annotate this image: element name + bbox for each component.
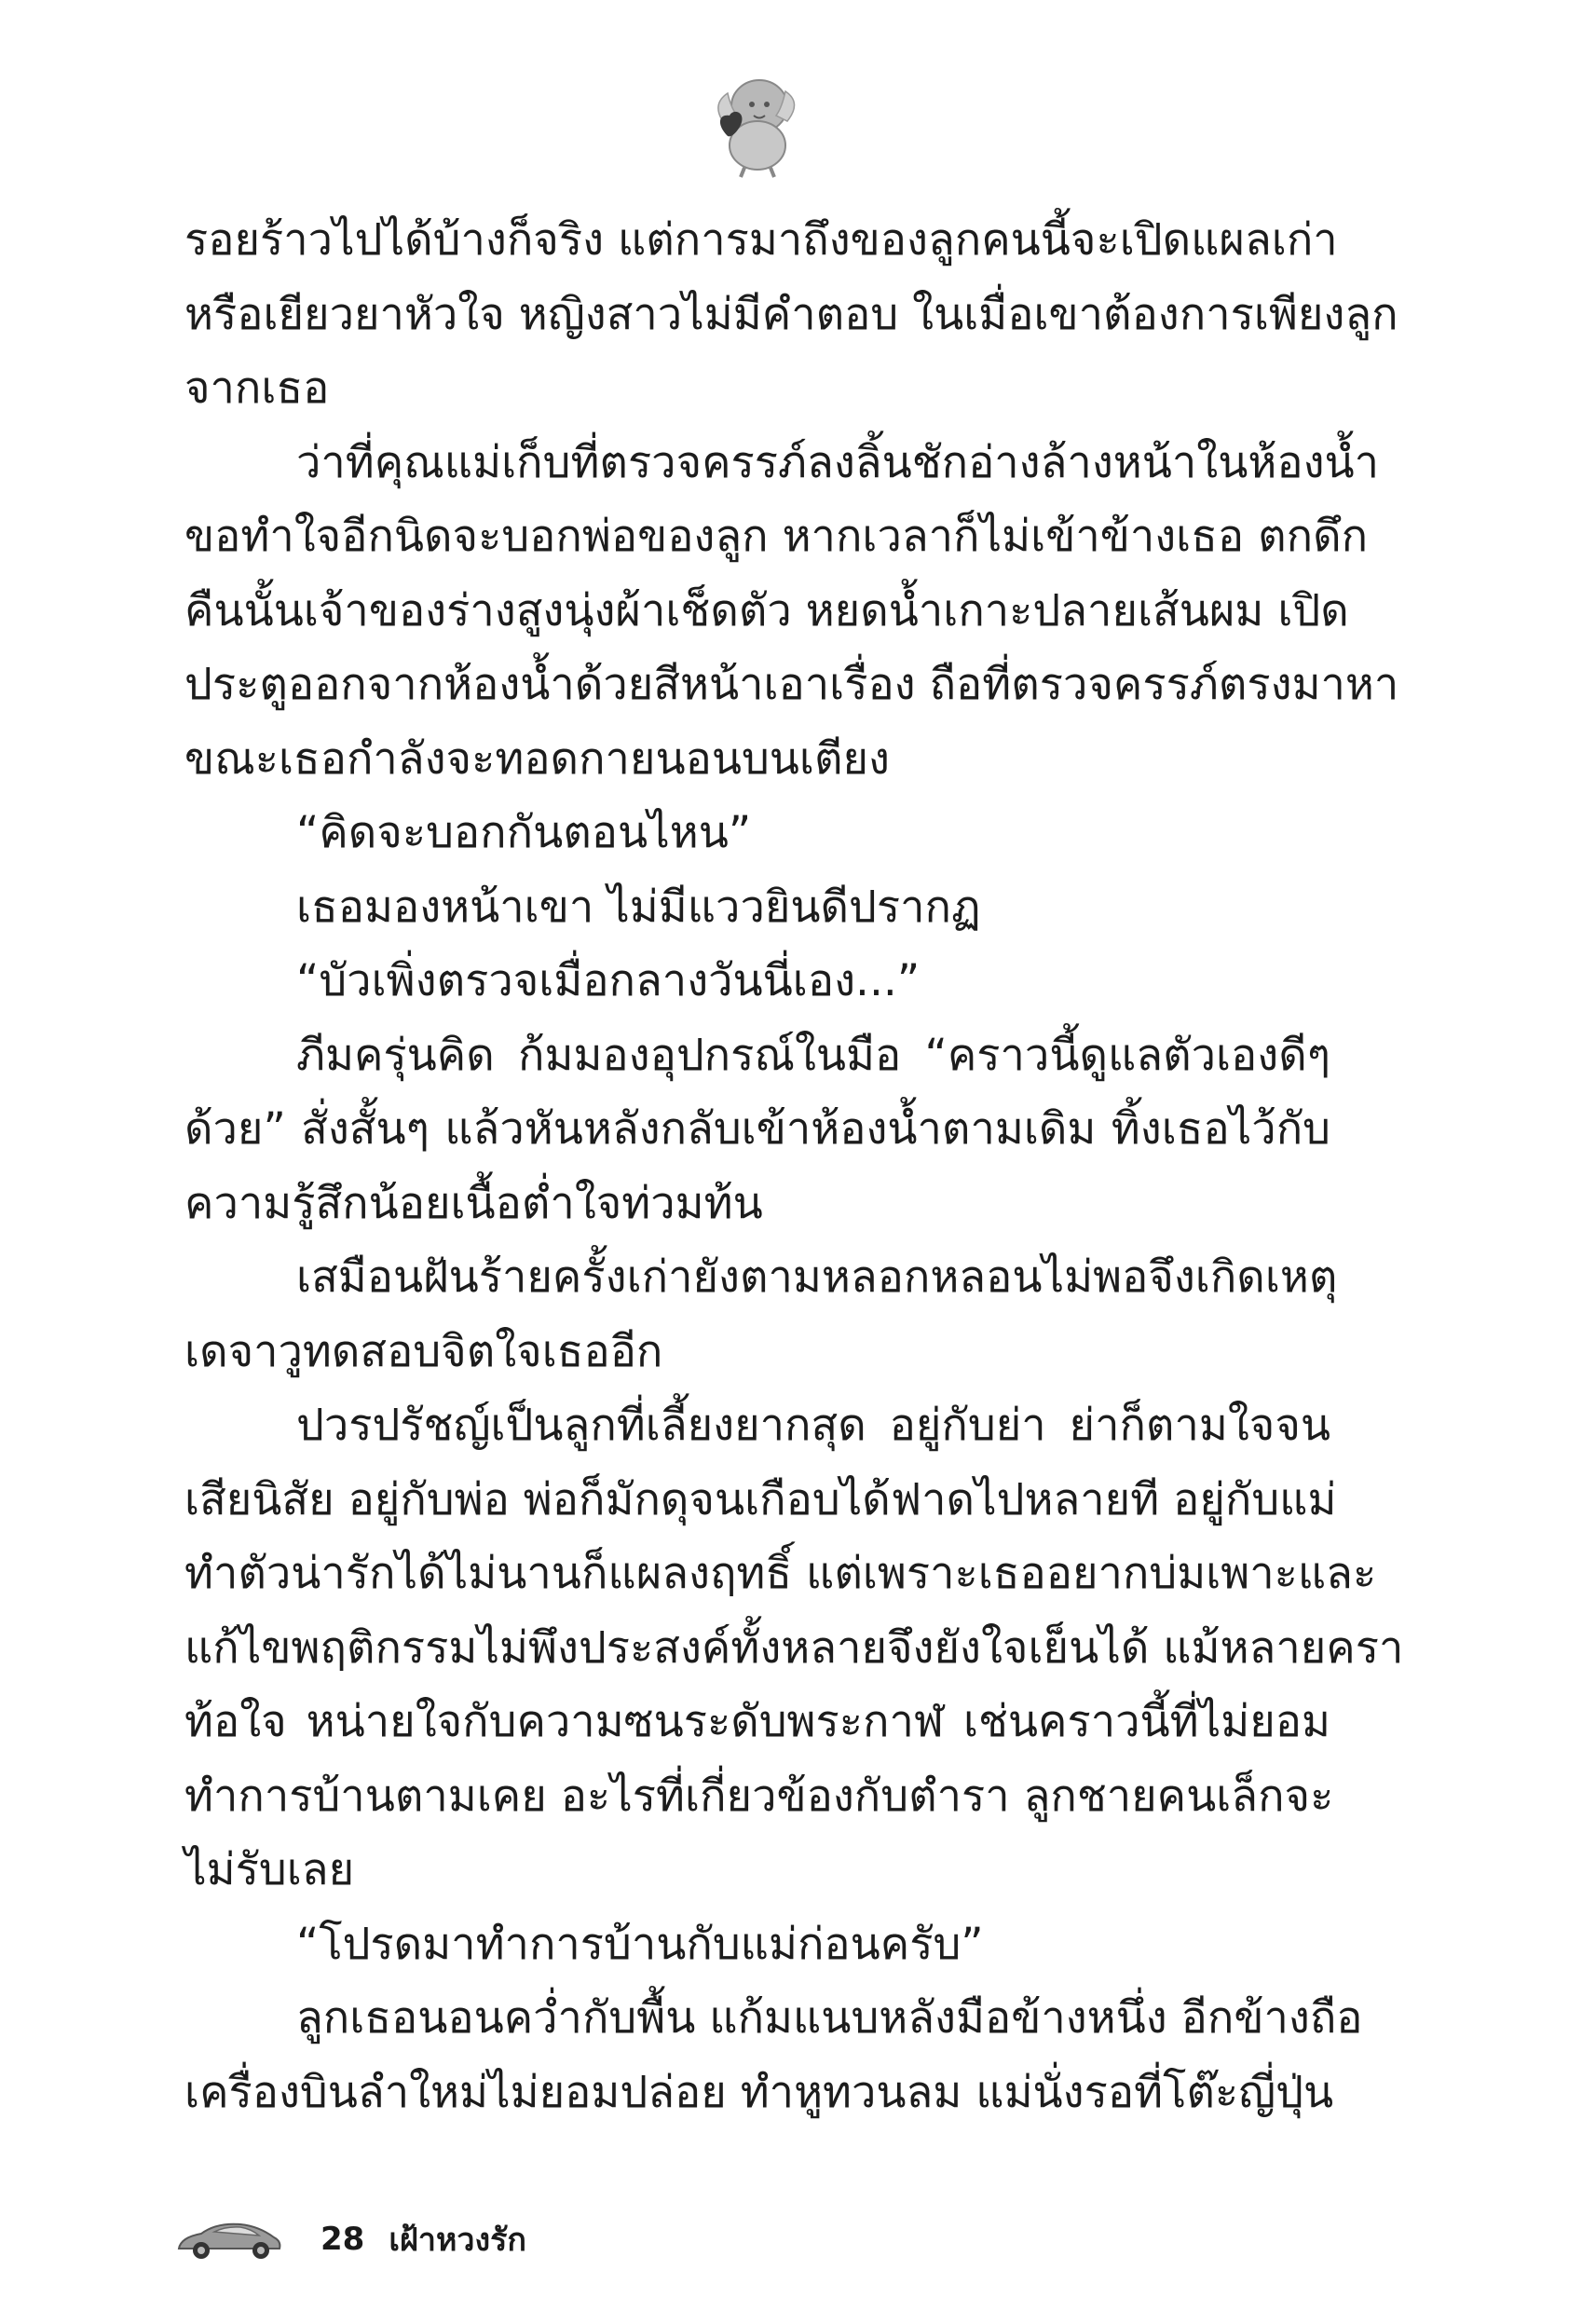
- text-line: ประตูออกจากห้องน้ำด้วยสีหน้าเอาเรื่อง ถือที่ตรวจครรภ์ตรงมาหา: [184, 659, 1399, 710]
- text-line: เสมือนฝันร้ายครั้งเก่ายังตามหลอกหลอนไม่พอจึงเกิดเหตุ: [296, 1251, 1338, 1303]
- text-line: ว่าที่คุณแม่เก็บที่ตรวจครรภ์ลงลิ้นชักอ่างล้างหน้าในห้องน้ำ: [296, 436, 1380, 488]
- book-title: เฝ้าหวงรัก: [389, 2222, 526, 2259]
- sports-car-icon: [173, 2215, 285, 2263]
- text-line: แก้ไขพฤติกรรมไม่พึงประสงค์ทั้งหลายจึงยังใจเย็นได้ แม้หลายครา: [184, 1621, 1404, 1674]
- text-line: เธอมองหน้าเขา ไม่มีแววยินดีปรากฏ: [296, 881, 981, 933]
- text-line: “โปรดมาทำการบ้านกับแม่ก่อนครับ”: [296, 1918, 984, 1970]
- text-line: ลูกเธอนอนคว่ำกับพื้น แก้มแนบหลังมือข้างหนึ่ง อีกข้างถือ: [296, 1992, 1363, 2044]
- text-line: หรือเยียวยาหัวใจ หญิงสาวไม่มีคำตอบ ในเมื่อเขาต้องการเพียงลูก: [184, 288, 1398, 340]
- text-line: ภีมครุ่นคิด ก้มมองอุปกรณ์ในมือ “คราวนี้ดูแลตัวเองดีๆ: [296, 1029, 1330, 1081]
- text-line: ความรู้สึกน้อยเนื้อต่ำใจท่วมท้น: [184, 1177, 763, 1229]
- text-line: คืนนั้นเจ้าของร่างสูงนุ่งผ้าเช็ดตัว หยดน้ำเกาะปลายเส้นผม เปิด: [184, 584, 1349, 636]
- text-line: ด้วย” สั่งสั้นๆ แล้วหันหลังกลับเข้าห้องน้ำตามเดิม ทิ้งเธอไว้กับ: [184, 1103, 1330, 1155]
- text-line: “บัวเพิ่งตรวจเมื่อกลางวันนี่เอง...”: [296, 955, 921, 1006]
- text-line: ขณะเธอกำลังจะทอดกายนอนบนเตียง: [184, 732, 890, 785]
- cupid-with-heart-icon: [703, 67, 806, 179]
- text-line: เครื่องบินลำใหม่ไม่ยอมปล่อย ทำหูทวนลม แม่นั่งรอที่โต๊ะญี่ปุ่น: [184, 2066, 1334, 2118]
- text-line: ปวรปรัชญ์เป็นลูกที่เลี้ยงยากสุด อยู่กับย่า ย่าก็ตามใจจน: [296, 1400, 1330, 1451]
- page-number: 28: [321, 2221, 365, 2258]
- text-line: “คิดจะบอกกันตอนไหน”: [296, 807, 752, 858]
- text-line: ไม่รับเลย: [184, 1844, 355, 1895]
- body-text: [184, 203, 1404, 2129]
- text-line: ขอทำใจอีกนิดจะบอกพ่อของลูก หากเวลาก็ไม่เข้าข้างเธอ ตกดึก: [184, 511, 1369, 562]
- text-line: จากเธอ: [184, 362, 330, 414]
- text-line: ทำการบ้านตามเคย อะไรที่เกี่ยวข้องกับตำรา ลูกชายคนเล็กจะ: [184, 1770, 1334, 1822]
- text-line: เดจาวูทดสอบจิตใจเธออีก: [184, 1325, 663, 1377]
- text-line: รอยร้าวไปได้บ้างก็จริง แต่การมาถึงของลูกคนนี้จะเปิดแผลเก่า: [184, 214, 1338, 266]
- page-footer: [173, 2207, 526, 2272]
- text-line: เสียนิสัย อยู่กับพ่อ พ่อก็มักดุจนเกือบได้ฟาดไปหลายที อยู่กับแม่: [184, 1473, 1337, 1525]
- text-line: ทำตัวน่ารักได้ไม่นานก็แผลงฤทธิ์ แต่เพราะเธออยากบ่มเพาะและ: [184, 1548, 1377, 1599]
- text-line: ท้อใจ หน่ายใจกับความซนระดับพระกาฬ เช่นคราวนี้ที่ไม่ยอม: [184, 1696, 1330, 1747]
